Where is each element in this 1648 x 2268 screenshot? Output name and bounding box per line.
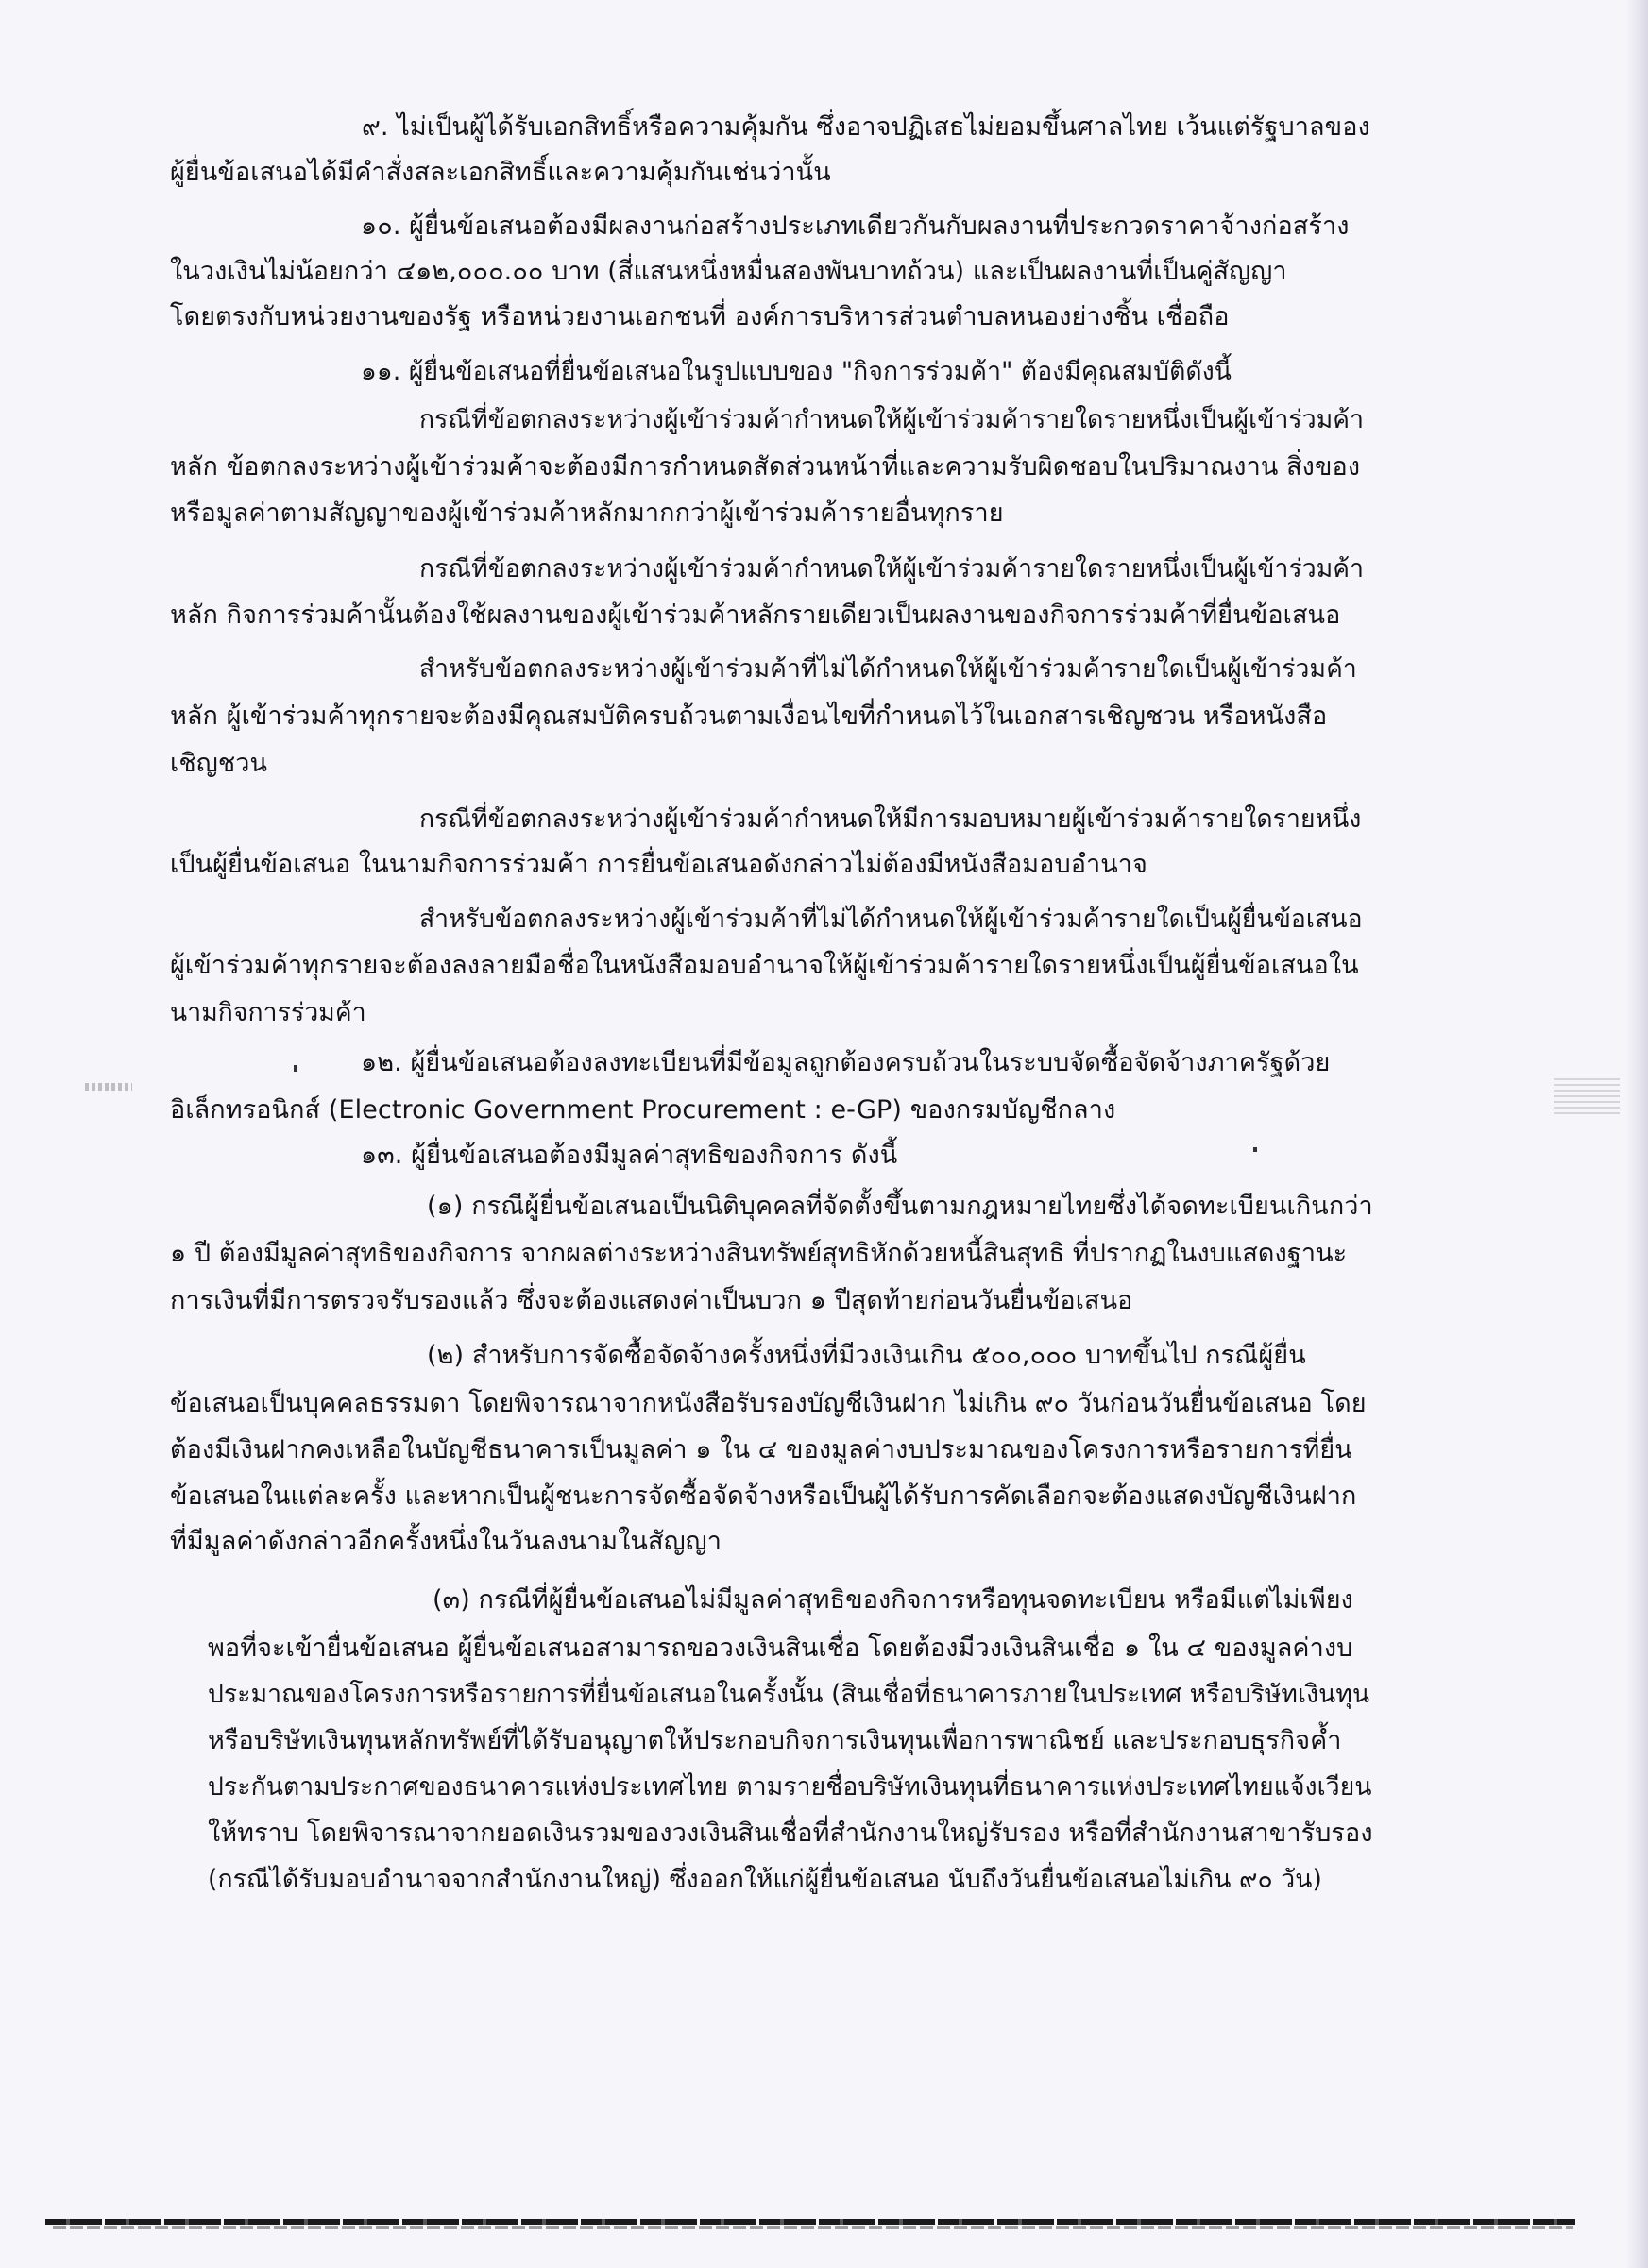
text-line: ประกันตามประกาศของธนาคารแห่งประเทศไทย ตามรายชื่อบริษัทเงินทุนที่ธนาคารแห่งประเทศไทยแจ้งเวียน <box>208 1772 1372 1802</box>
text-line: ในวงเงินไม่น้อยกว่า ๔๑๒,๐๐๐.๐๐ บาท (สี่แสนหนึ่งหมื่นสองพันบาทถ้วน) และเป็นผลงานที่เป็นคู่สัญญา <box>170 257 1287 286</box>
text-line: หลัก ผู้เข้าร่วมค้าทุกรายจะต้องมีคุณสมบัติครบถ้วนตามเงื่อนไขที่กำหนดไว้ในเอกสารเชิญชวน หรือหนังสือ <box>170 702 1328 731</box>
text-line: หรือมูลค่าตามสัญญาของผู้เข้าร่วมค้าหลักมากกว่าผู้เข้าร่วมค้ารายอื่นทุกราย <box>170 499 1004 528</box>
text-line: (กรณีได้รับมอบอำนาจจากสำนักงานใหญ่) ซึ่งออกให้แก่ผู้ยื่นข้อเสนอ นับถึงวันยื่นข้อเสนอไม่เกิน ๙๐ วัน) <box>208 1865 1322 1894</box>
text-line: นามกิจการร่วมค้า <box>170 998 366 1027</box>
bottom-border-line-secondary <box>53 2226 1573 2229</box>
text-line: กรณีที่ข้อตกลงระหว่างผู้เข้าร่วมค้ากำหนดให้ผู้เข้าร่วมค้ารายใดรายหนึ่งเป็นผู้เข้าร่วมค้า <box>419 405 1365 434</box>
text-line: อิเล็กทรอนิกส์ (Electronic Government Procurement : e-GP) ของกรมบัญชีกลาง <box>170 1095 1116 1125</box>
text-line: ที่มีมูลค่าดังกล่าวอีกครั้งหนึ่งในวันลงนามในสัญญา <box>170 1527 722 1556</box>
text-line: (๒) สำหรับการจัดซื้อจัดจ้างครั้งหนึ่งที่มีวงเงินเกิน ๕๐๐,๐๐๐ บาทขึ้นไป กรณีผู้ยื่น <box>427 1341 1306 1370</box>
text-line: ข้อเสนอในแต่ละครั้ง และหากเป็นผู้ชนะการจัดซื้อจัดจ้างหรือเป็นผู้ได้รับการคัดเลือกจะต้องแสดงบัญชีเงินฝาก <box>170 1481 1357 1511</box>
text-line: เป็นผู้ยื่นข้อเสนอ ในนามกิจการร่วมค้า การยื่นข้อเสนอดังกล่าวไม่ต้องมีหนังสือมอบอำนาจ <box>170 850 1147 879</box>
text-line: ผู้ยื่นข้อเสนอได้มีคำสั่งสละเอกสิทธิ์และความคุ้มกันเช่นว่านั้น <box>170 158 831 187</box>
scan-speck <box>294 1065 297 1072</box>
text-line: กรณีที่ข้อตกลงระหว่างผู้เข้าร่วมค้ากำหนดให้ผู้เข้าร่วมค้ารายใดรายหนึ่งเป็นผู้เข้าร่วมค้า <box>419 554 1365 584</box>
text-line: พอที่จะเข้ายื่นข้อเสนอ ผู้ยื่นข้อเสนอสามารถขอวงเงินสินเชื่อ โดยต้องมีวงเงินสินเชื่อ ๑ ใน ๔ ของมูลค่างบ <box>208 1633 1353 1663</box>
text-line: ๑๓. ผู้ยื่นข้อเสนอต้องมีมูลค่าสุทธิของกิจการ ดังนี้ <box>361 1141 898 1170</box>
text-line: การเงินที่มีการตรวจรับรองแล้ว ซึ่งจะต้องแสดงค่าเป็นบวก ๑ ปีสุดท้ายก่อนวันยื่นข้อเสนอ <box>170 1286 1133 1315</box>
text-line: หรือบริษัทเงินทุนหลักทรัพย์ที่ได้รับอนุญาตให้ประกอบกิจการเงินทุนเพื่อการพาณิชย์ และประกอบธุรกิจค้ำ <box>208 1726 1342 1755</box>
text-line: เชิญชวน <box>170 749 268 778</box>
text-line: กรณีที่ข้อตกลงระหว่างผู้เข้าร่วมค้ากำหนดให้มีการมอบหมายผู้เข้าร่วมค้ารายใดรายหนึ่ง <box>419 804 1362 834</box>
text-line: (๑) กรณีผู้ยื่นข้อเสนอเป็นนิติบุคคลที่จัดตั้งขึ้นตามกฎหมายไทยซึ่งได้จดทะเบียนเกินกว่า <box>427 1192 1373 1221</box>
text-line: ข้อเสนอเป็นบุคคลธรรมดา โดยพิจารณาจากหนังสือรับรองบัญชีเงินฝาก ไม่เกิน ๙๐ วันก่อนวันยื่นข้อเสนอ โดย <box>170 1389 1367 1418</box>
text-line: สำหรับข้อตกลงระหว่างผู้เข้าร่วมค้าที่ไม่ได้กำหนดให้ผู้เข้าร่วมค้ารายใดเป็นผู้ยื่นข้อเสนอ <box>419 905 1363 934</box>
text-line: ประมาณของโครงการหรือรายการที่ยื่นข้อเสนอในครั้งนั้น (สินเชื่อที่ธนาคารภายในประเทศ หรือบริษัทเงินทุน <box>208 1680 1370 1709</box>
scan-artifact-right <box>1554 1076 1620 1114</box>
bottom-border-line <box>45 2219 1575 2225</box>
text-line: สำหรับข้อตกลงระหว่างผู้เข้าร่วมค้าที่ไม่ได้กำหนดให้ผู้เข้าร่วมค้ารายใดเป็นผู้เข้าร่วมค้า <box>419 654 1357 684</box>
text-line: ต้องมีเงินฝากคงเหลือในบัญชีธนาคารเป็นมูลค่า ๑ ใน ๔ ของมูลค่างบประมาณของโครงการหรือรายการที่ยื่น <box>170 1435 1352 1464</box>
text-line: ๑๑. ผู้ยื่นข้อเสนอที่ยื่นข้อเสนอในรูปแบบของ "กิจการร่วมค้า" ต้องมีคุณสมบัติดังนี้ <box>361 357 1232 386</box>
text-line: ๑๒. ผู้ยื่นข้อเสนอต้องลงทะเบียนที่มีข้อมูลถูกต้องครบถ้วนในระบบจัดซื้อจัดจ้างภาครัฐด้วย <box>361 1048 1331 1077</box>
scan-artifact-left <box>85 1083 132 1091</box>
text-line: (๓) กรณีที่ผู้ยื่นข้อเสนอไม่มีมูลค่าสุทธิของกิจการหรือทุนจดทะเบียน หรือมีแต่ไม่เพียง <box>433 1585 1353 1615</box>
page-edge-shadow <box>1627 0 1648 2268</box>
text-line: ๑ ปี ต้องมีมูลค่าสุทธิของกิจการ จากผลต่างระหว่างสินทรัพย์สุทธิหักด้วยหนี้สินสุทธิ ที่ปรากฏในงบแสดงฐานะ <box>170 1239 1348 1268</box>
text-line: หลัก ข้อตกลงระหว่างผู้เข้าร่วมค้าจะต้องมีการกำหนดสัดส่วนหน้าที่และความรับผิดชอบในปริมาณงาน สิ่งของ <box>170 452 1361 482</box>
text-line: ให้ทราบ โดยพิจารณาจากยอดเงินรวมของวงเงินสินเชื่อที่สำนักงานใหญ่รับรอง หรือที่สำนักงานสาขารับรอง <box>208 1819 1373 1848</box>
scan-speck <box>1253 1147 1257 1152</box>
text-line: ๑๐. ผู้ยื่นข้อเสนอต้องมีผลงานก่อสร้างประเภทเดียวกันกับผลงานที่ประกวดราคาจ้างก่อสร้าง <box>361 212 1350 241</box>
text-line: ๙. ไม่เป็นผู้ได้รับเอกสิทธิ์หรือความคุ้มกัน ซึ่งอาจปฏิเสธไม่ยอมขึ้นศาลไทย เว้นแต่รัฐบาลของ <box>362 112 1370 142</box>
text-line: หลัก กิจการร่วมค้านั้นต้องใช้ผลงานของผู้เข้าร่วมค้าหลักรายเดียวเป็นผลงานของกิจการร่วมค้าที่ยื่นข้อเสนอ <box>170 601 1341 630</box>
text-line: โดยตรงกับหน่วยงานของรัฐ หรือหน่วยงานเอกชนที่ องค์การบริหารส่วนตำบลหนองย่างชิ้น เชื่อถือ <box>170 302 1230 331</box>
text-line: ผู้เข้าร่วมค้าทุกรายจะต้องลงลายมือชื่อในหนังสือมอบอำนาจให้ผู้เข้าร่วมค้ารายใดรายหนึ่งเป็นผู้ยื่นข้อเสนอใน <box>170 951 1359 980</box>
